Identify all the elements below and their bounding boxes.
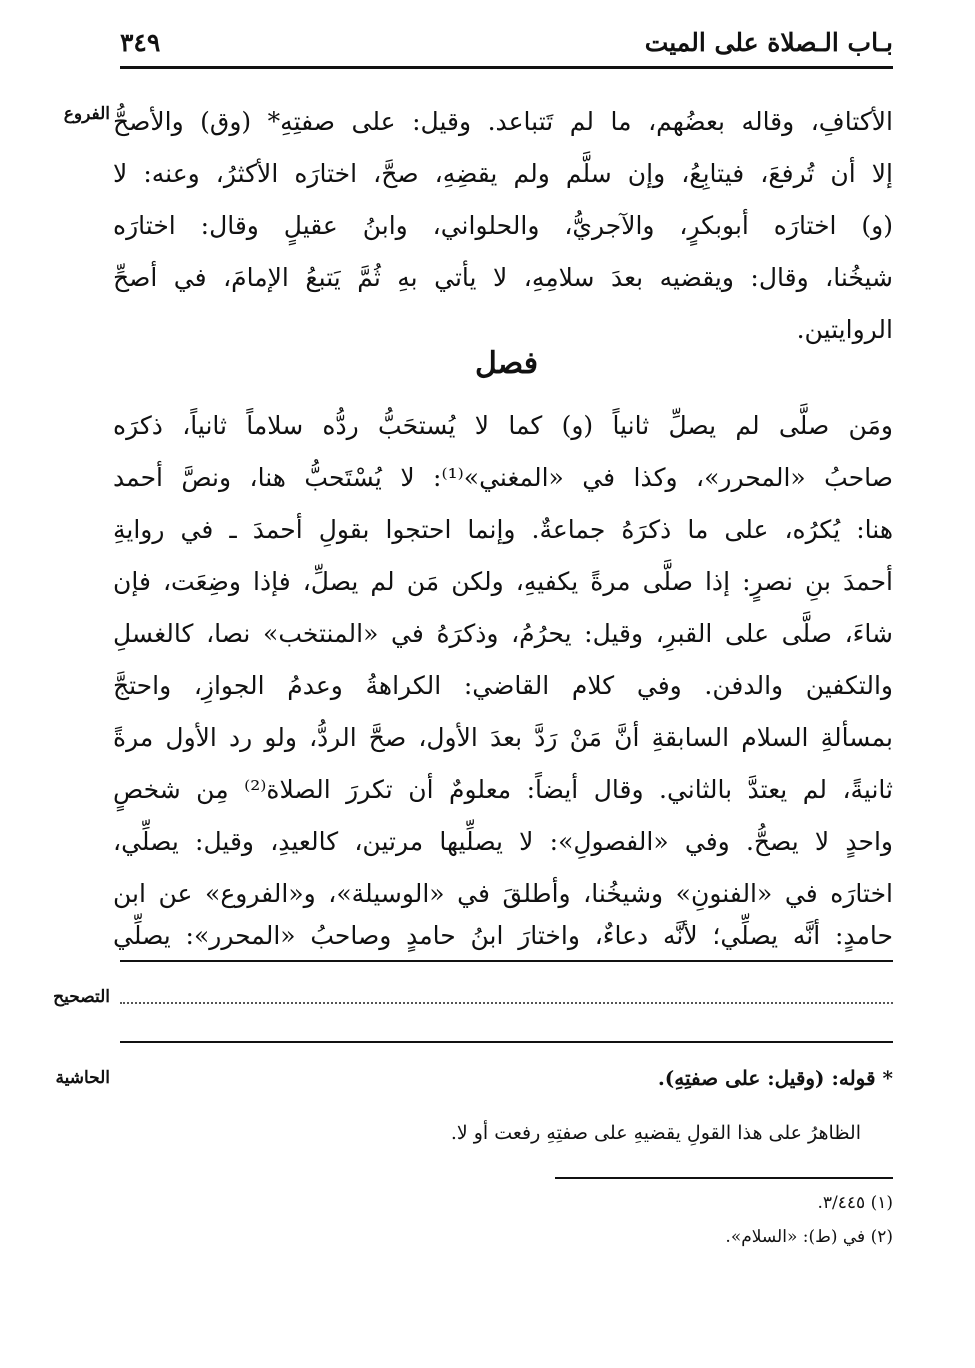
text-line: بمسألةِ السلام السابقةِ أنَّ مَنْ رَدَّ بعدَ الأول، صحَّ الردُّ، ولو رد الأول مرةً bbox=[113, 723, 893, 752]
text-line: واحدٍ لا يصحُّ. وفي «الفصولِ»: لا يصلِّيها مرتين، كالعيدِ، وقيل: يصلِّي، bbox=[113, 827, 893, 856]
side-label-hashiya: الحاشية bbox=[55, 1068, 110, 1088]
hashiya-text: الظاهرُ على هذا القولِ يقضيهِ على صفتِهِ رفعت أو لا. bbox=[450, 1122, 861, 1144]
text-line: ومَن صلَّى لم يصلِّ ثانياً (و) كما لا يُستحَبُّ ردُّه سلاماً ثانياً، ذكرَه bbox=[113, 411, 893, 440]
text-end-rule bbox=[120, 960, 893, 962]
text-line: شيخُنا، وقال: ويقضيه بعدَ سلامِهِ، لا يأتي بهِ ثُمَّ يَتبعُ الإمامَ، في أصحِّ bbox=[113, 263, 893, 292]
chapter-title: بـاب الـصلاة على الميت bbox=[644, 28, 893, 57]
page-number: ٣٤٩ bbox=[120, 28, 161, 57]
section-heading: فصل bbox=[474, 346, 539, 381]
side-label-furu: الفروع bbox=[63, 104, 110, 124]
text-line: حامدٍ: أنَّه يصلِّي؛ لأنَّه دعاءٌ، واختارَ ابنُ حامدٍ وصاحبُ «المحرر»: يصلِّي bbox=[113, 921, 893, 950]
text-line: والتكفين والدفن. وفي كلام القاضي: الكراهةُ وعدمُ الجوازِ، واحتجَّ bbox=[113, 671, 893, 700]
text-line: اختارَه في «الفنونِ» وشيخُنا، وأطلقَ في «الوسيلة»، و«الفروع» عن ابن bbox=[113, 879, 893, 908]
text-line: شاءَ، صلَّى على القبرِ، وقيل: يحرُمُ، وذكرَهُ في «المنتخب» نصا، كالغسلِ bbox=[113, 619, 893, 648]
text-line: (و) اختارَه أبوبكرٍ، والآجريُّ، والحلواني، وابنُ عقيلٍ وقال: اختارَه bbox=[113, 211, 893, 240]
correction-dotted-line bbox=[120, 1002, 893, 1004]
side-label-tashih: التصحيح bbox=[53, 987, 110, 1007]
text-line: ثانيةً، لم يعتدَّ بالثاني. وقال أيضاً: معلومٌ أن تكررَ الصلاة⁽²⁾ مِن شخصٍ bbox=[113, 775, 893, 804]
text-line: إلا أن تُرفعَ، فيتابِعُ، وإن سلَّم ولم يقضِهِ، صحَّ، اختارَه الأكثرُ، وعنه: لا bbox=[113, 159, 893, 188]
footnote: (١) ٣/٤٤٥. bbox=[817, 1193, 893, 1213]
header-rule bbox=[120, 66, 893, 69]
text-line: الأكتافِ، وقاله بعضُهم، ما لم تَتباعد. وقيل: على صفتِهِ* (وق) والأصحُّ bbox=[113, 107, 893, 136]
hashiya-heading: * قوله: (وقيل: على صفتِهِ). bbox=[657, 1066, 893, 1090]
footnote: (٢) في (ط): «السلام». bbox=[725, 1227, 893, 1247]
correction-rule bbox=[120, 1041, 893, 1043]
footnote-rule bbox=[555, 1177, 893, 1179]
text-line: الروايتين. bbox=[796, 315, 893, 344]
text-line: أحمدَ بنِ نصرٍ: إذا صلَّى مرةً يكفيهِ، ولكن مَن لم يصلِّ، فإذا وضِعَت، فإن bbox=[113, 567, 893, 596]
text-line: صاحبُ «المحرر»، وكذا في «المغني»⁽¹⁾: لا يُسْتَحبُّ هنا، ونصَّ أحمد bbox=[113, 463, 893, 492]
text-line: هنا: يُكرُه، على ما ذكرَهُ جماعةٌ. وإنما احتجوا بقولِ أحمدَ ـ في روايةِ bbox=[113, 515, 893, 544]
